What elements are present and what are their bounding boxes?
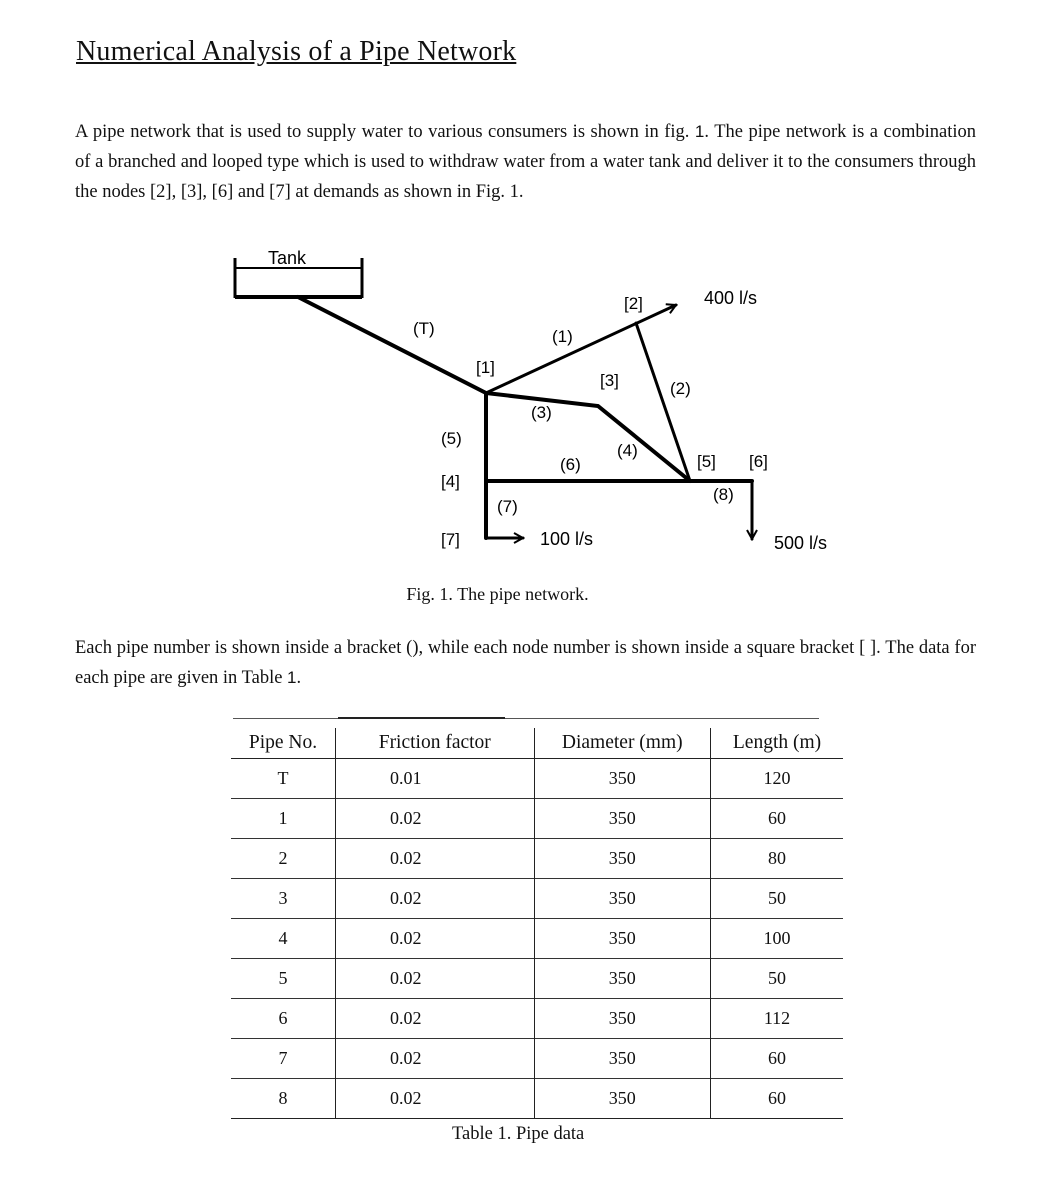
header-pipe-no: Pipe No. — [231, 728, 336, 759]
table-cell: 60 — [711, 799, 843, 839]
table-row — [231, 799, 843, 839]
table-row — [231, 839, 843, 879]
pipe-label-2: (2) — [670, 379, 691, 398]
table-cell: 80 — [711, 839, 843, 879]
pipe-label-4: (4) — [617, 441, 638, 460]
table-cell: 100 — [711, 919, 843, 959]
table-intro-paragraph: Each pipe number is shown inside a bracket (), while each node number is shown inside a square bracket [ ]. The data for each pipe are given in Table 1. — [75, 638, 976, 688]
figure-caption: Fig. 1. The pipe network. — [406, 584, 589, 604]
table-cell: 0.01 — [336, 759, 534, 799]
header-friction: Friction factor — [336, 728, 534, 759]
table-cell: 7 — [231, 1039, 336, 1079]
pipe-label-1: (1) — [552, 327, 573, 346]
table-cell: 50 — [711, 879, 843, 919]
table-top-rule-thick — [338, 717, 505, 719]
table-caption: Table 1. Pipe data — [452, 1124, 585, 1144]
pipe-label-7: (7) — [497, 497, 518, 516]
pipe-label-5: (5) — [441, 429, 462, 448]
table-cell: 120 — [711, 759, 843, 799]
table-header-row — [231, 728, 843, 759]
table-cell: 350 — [534, 759, 711, 799]
table-cell: 350 — [534, 879, 711, 919]
table-cell: 112 — [711, 999, 843, 1039]
page-title: Numerical Analysis of a Pipe Network — [76, 36, 517, 67]
table-cell: 0.02 — [336, 879, 534, 919]
table-cell: 350 — [534, 999, 711, 1039]
demand-node6: 500 l/s — [774, 533, 828, 553]
pipe-network-figure — [0, 240, 1055, 580]
table-cell: 4 — [231, 919, 336, 959]
node-label-5: [5] — [697, 452, 716, 471]
pipe-label-8: (8) — [713, 485, 734, 504]
intro-paragraph: A pipe network that is used to supply water to various consumers is shown in fig. 1. The pipe network is a combination of a branched and looped type which is used to withdraw water from a water tank and deliver it to the consumers through the nodes [2], [3], [6] and [7] at demands as shown in Fig. 1. — [75, 122, 976, 202]
pipe-3-4 — [486, 393, 690, 481]
table-cell: 350 — [534, 1079, 711, 1119]
demand-node7: 100 l/s — [540, 529, 594, 549]
table-top-rule — [233, 718, 819, 719]
tank-label: Tank — [268, 248, 307, 268]
table-row — [231, 759, 843, 799]
header-diameter: Diameter (mm) — [534, 728, 711, 759]
table-cell: 0.02 — [336, 919, 534, 959]
node-label-3: [3] — [600, 371, 619, 390]
table-cell: 5 — [231, 959, 336, 999]
table-cell: 8 — [231, 1079, 336, 1119]
pipe-label-6: (6) — [560, 455, 581, 474]
table-cell: 60 — [711, 1039, 843, 1079]
table-cell: T — [231, 759, 336, 799]
table-cell: 60 — [711, 1079, 843, 1119]
table-cell: 0.02 — [336, 799, 534, 839]
table-cell: 0.02 — [336, 839, 534, 879]
table-cell: 1 — [231, 799, 336, 839]
pipe-label-T: (T) — [413, 319, 435, 338]
table-row — [231, 999, 843, 1039]
pipe-data-table — [231, 728, 843, 1119]
node-label-1: [1] — [476, 358, 495, 377]
pipe-lines — [298, 297, 752, 539]
table-cell: 0.02 — [336, 1039, 534, 1079]
table-cell: 6 — [231, 999, 336, 1039]
table-row — [231, 1039, 843, 1079]
table-cell: 0.02 — [336, 1079, 534, 1119]
node-label-2: [2] — [624, 294, 643, 313]
table-cell: 3 — [231, 879, 336, 919]
table-cell: 350 — [534, 799, 711, 839]
table-cell: 350 — [534, 1039, 711, 1079]
table-cell: 2 — [231, 839, 336, 879]
node-label-4: [4] — [441, 472, 460, 491]
table-cell: 0.02 — [336, 999, 534, 1039]
table-cell: 0.02 — [336, 959, 534, 999]
table-row — [231, 879, 843, 919]
table-cell: 50 — [711, 959, 843, 999]
node-label-7: [7] — [441, 530, 460, 549]
demand-node2: 400 l/s — [704, 288, 758, 308]
header-length: Length (m) — [711, 728, 843, 759]
pipe-T — [298, 297, 486, 393]
table-cell: 350 — [534, 839, 711, 879]
node-label-6: [6] — [749, 452, 768, 471]
table-row — [231, 919, 843, 959]
table-cell: 350 — [534, 919, 711, 959]
table-row — [231, 959, 843, 999]
pipe-1 — [486, 305, 676, 393]
table-cell: 350 — [534, 959, 711, 999]
pipe-label-3: (3) — [531, 403, 552, 422]
table-row — [231, 1079, 843, 1119]
